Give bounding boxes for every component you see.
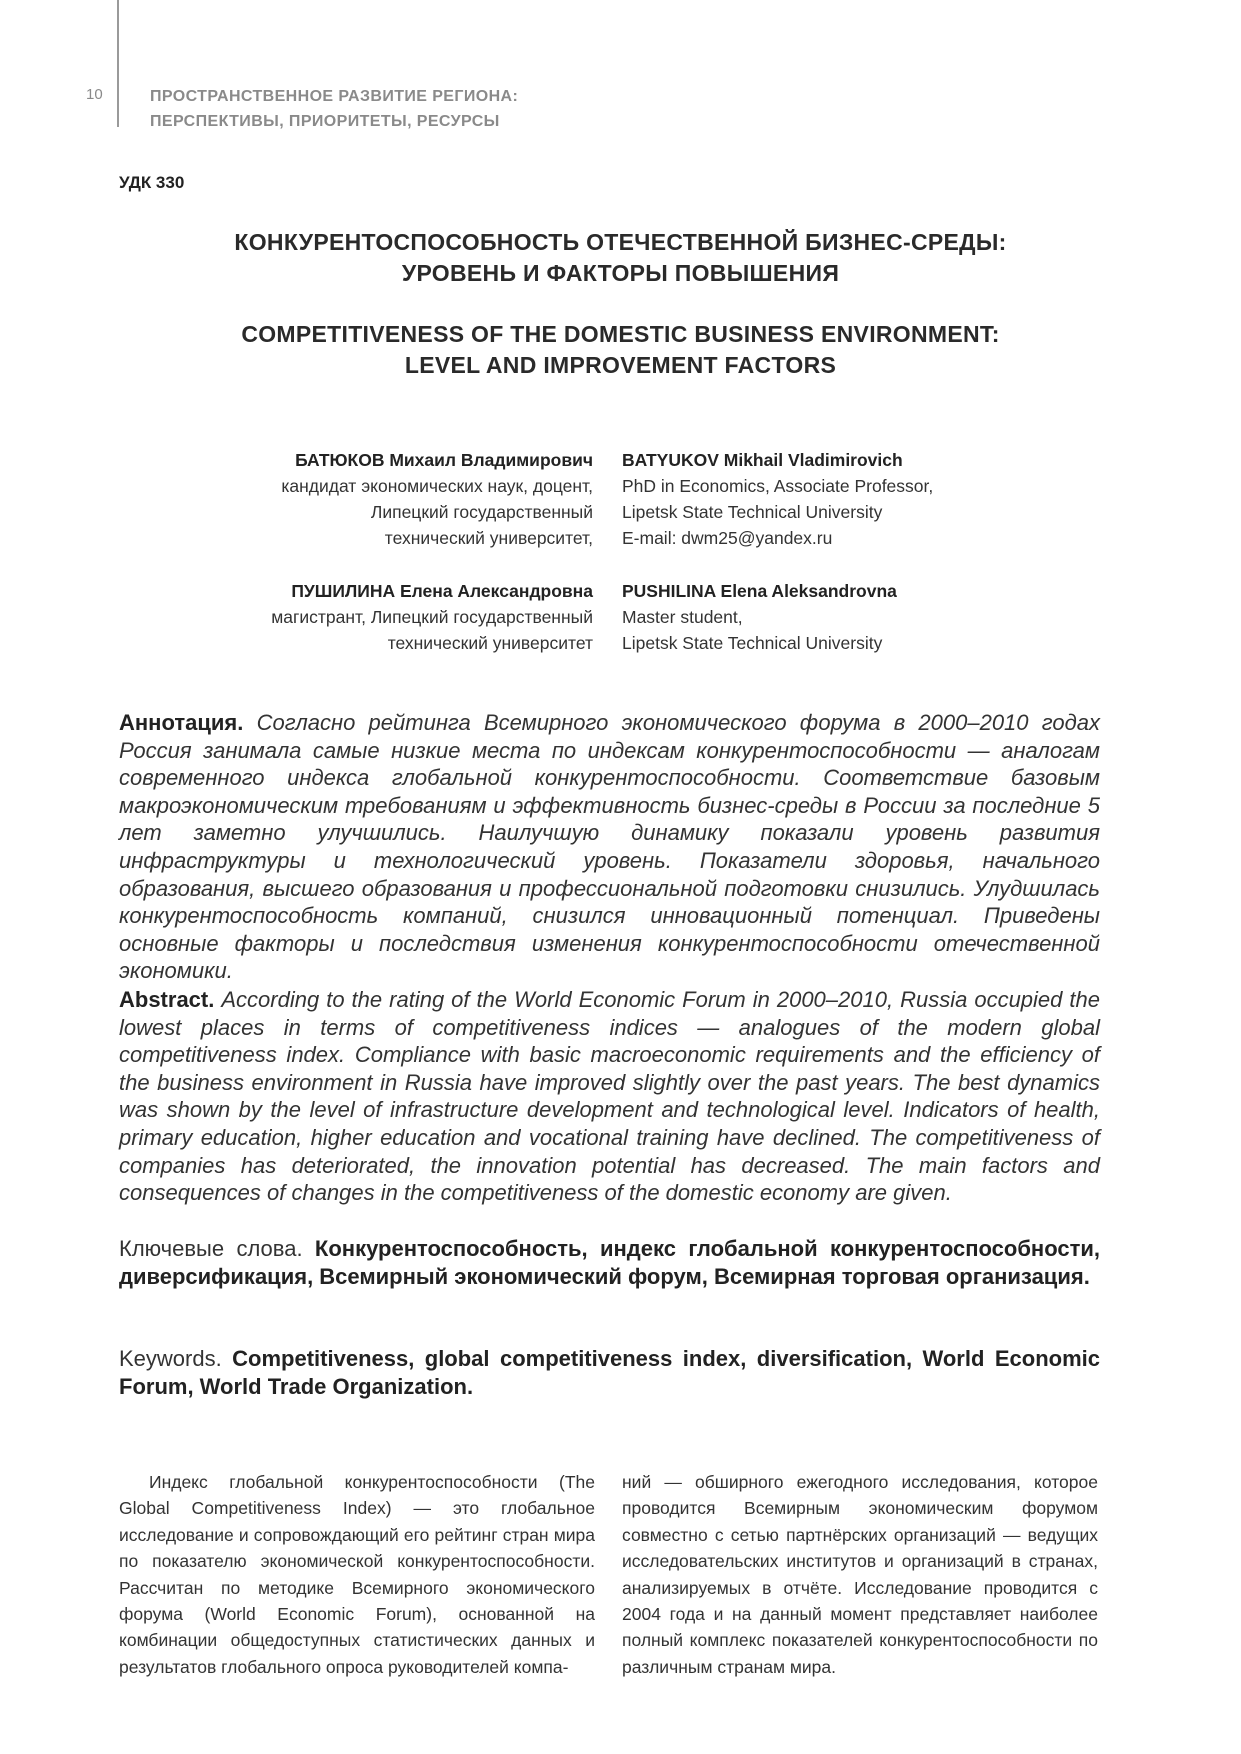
keywords-russian [119, 1235, 1100, 1290]
title-line: УРОВЕНЬ И ФАКТОРЫ ПОВЫШЕНИЯ [401, 260, 840, 286]
author-1-russian [153, 447, 593, 551]
running-head-line: ПРОСТРАНСТВЕННОЕ РАЗВИТИЕ РЕГИОНА: [150, 88, 519, 105]
author-affiliation-line: PhD in Economics, Associate Professor, [622, 476, 934, 496]
keywords-label: Ключевые слова. [119, 1236, 303, 1261]
author-affiliation-line: кандидат экономических наук, доцент, [281, 476, 593, 496]
author-2-english [622, 578, 1142, 656]
author-1-english [622, 447, 1142, 551]
abstract-label: Abstract. [119, 987, 215, 1012]
header-divider-line [117, 0, 119, 127]
page-number: 10 [86, 86, 103, 103]
author-email: E-mail: dwm25@yandex.ru [622, 528, 833, 548]
keywords-text: Конкурентоспособность, индекс глобальной конкурентоспособности, диверсификация, Всемирный экономический форум, Всемирная торговая организация. [119, 1236, 1100, 1289]
author-name: BATYUKOV Mikhail Vladimirovich [622, 450, 903, 470]
author-affiliation-line: Липецкий государственный [370, 502, 593, 522]
title-line: COMPETITIVENESS OF THE DOMESTIC BUSINESS ENVIRONMENT: [241, 321, 1000, 347]
author-affiliation-line: Master student, [622, 607, 743, 627]
abstract-paragraph [119, 986, 1100, 1207]
udc-code: УДК 330 [119, 173, 185, 192]
author-name: ПУШИЛИНА Елена Александровна [291, 581, 593, 601]
keywords-label: Keywords. [119, 1346, 222, 1371]
author-affiliation-line: магистрант, Липецкий государственный [271, 607, 593, 627]
title-line: КОНКУРЕНТОСПОСОБНОСТЬ ОТЕЧЕСТВЕННОЙ БИЗНЕС-СРЕДЫ: [234, 229, 1007, 255]
annotation-paragraph [119, 709, 1100, 985]
author-affiliation-line: технический университет [387, 633, 593, 653]
abstract-text: According to the rating of the World Economic Forum in 2000–2010, Russia occupied the lowest places in terms of competitiveness indices — analogues of the modern global competitiveness index. Compliance with basic macroeconomic requirements and the efficiency of the business environment in Russia have improved slightly over the past years. The best dynamics was shown by the level of infrastructure development and technological level. Indicators of health, primary education, higher education and vocational training have declined. The competitiveness of companies has deteriorated, the innovation potential has decreased. The main factors and consequences of changes in the competitiveness of the domestic economy are given. [119, 987, 1100, 1206]
author-affiliation-line: технический университет, [384, 528, 593, 548]
title-line: LEVEL AND IMPROVEMENT FACTORS [404, 352, 837, 378]
author-affiliation-line: Lipetsk State Technical University [622, 502, 883, 522]
author-name: PUSHILINA Elena Aleksandrovna [622, 581, 897, 601]
keywords-english [119, 1345, 1100, 1400]
body-column-left: Индекс глобальной конкурентоспособности (The Global Competitiveness Index) — это глобальное исследование и сопровождающий его рейтинг стран мира по показателю экономической конкурентоспособности. Рассчитан по методике Всемирного экономического форума (World Economic Forum), основанной на комбинации общедоступных статистических данных и результатов глобального опроса руководителей компа- [119, 1472, 595, 1677]
title-russian [100, 227, 1141, 289]
annotation-text: Согласно рейтинга Всемирного экономического форума в 2000–2010 годах Россия занимала самые низкие места по индексам конкурентоспособности — аналогам современного индекса глобальной конкурентоспособности. Соответствие базовым макроэкономическим требованиям и эффективность бизнес-среды в России за последние 5 лет заметно улучшились. Наилучшую динамику показали уровень развития инфраструктуры и технологический уровень. Показатели здоровья, начального образования, высшего образования и профессиональной подготовки снизились. Улудшилась конкурентоспособность компаний, снизился инновационный потенциал. Приведены основные факторы и последствия изменения конкурентоспособности отечественной экономики. [119, 710, 1100, 984]
running-head-line: ПЕРСПЕКТИВЫ, ПРИОРИТЕТЫ, РЕСУРСЫ [150, 113, 500, 130]
body-column-right: ний — обширного ежегодного исследования, которое проводится Всемирным экономическим форумом совместно с сетью партнёрских организаций — ведущих исследовательских институтов и организаций в странах, анализируемых в отчёте. Исследование проводится с 2004 года и на данный момент представляет наиболее полный комплекс показателей конкурентоспособности по различным странам мира. [622, 1472, 1098, 1677]
keywords-text: Competitiveness, global competitiveness index, diversification, World Economic Forum, World Trade Organization. [119, 1346, 1100, 1399]
author-2-russian [153, 578, 593, 656]
title-english [100, 319, 1141, 381]
running-head [150, 84, 518, 134]
author-affiliation-line: Lipetsk State Technical University [622, 633, 883, 653]
author-name: БАТЮКОВ Михаил Владимирович [295, 450, 593, 470]
annotation-label: Аннотация. [119, 710, 244, 735]
